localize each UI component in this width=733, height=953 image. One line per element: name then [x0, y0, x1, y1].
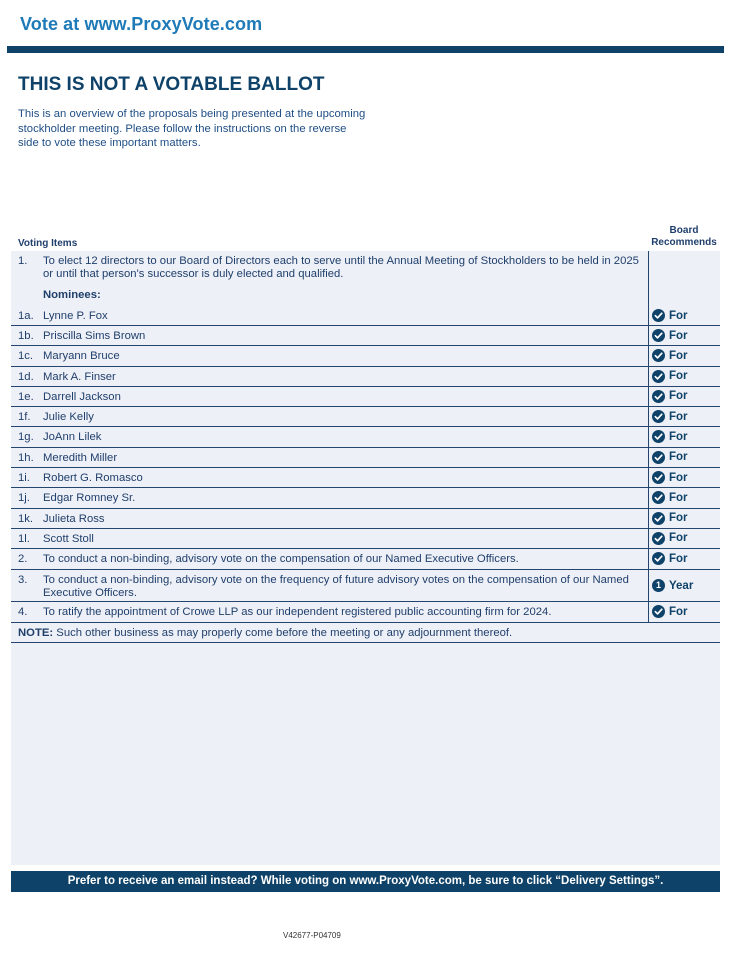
- recommendation-label: For: [669, 349, 688, 362]
- proposal-text: To ratify the appointment of Crowe LLP as our independent registered public accounting firm for 2024.: [43, 606, 552, 619]
- recommendation-cell: [648, 289, 720, 306]
- nominee-number: 1i.: [18, 472, 30, 485]
- check-circle-icon: [652, 370, 665, 383]
- proposal-number: 3.: [18, 574, 28, 587]
- proposal-1-row: [11, 251, 720, 289]
- nominee-name: Maryann Bruce: [43, 350, 120, 363]
- proposal-number: 4.: [18, 606, 28, 619]
- recommendation-label: For: [669, 410, 688, 423]
- recommendation-label: For: [669, 471, 688, 484]
- recommendation-cell: [648, 448, 720, 467]
- board-recommends-header: Board Recommends: [651, 225, 717, 248]
- proposal-text: To elect 12 directors to our Board of Directors each to serve until the Annual Meeting of Stockholders to be held in 2025 or until that person's successor is duly elected and qualified.: [43, 255, 639, 280]
- proposal-3-row: [11, 570, 720, 602]
- nominee-row: [11, 346, 720, 366]
- check-circle-icon: [652, 491, 665, 504]
- check-circle-icon: [652, 390, 665, 403]
- nominee-row: [11, 468, 720, 488]
- nominee-number: 1l.: [18, 532, 30, 545]
- recommendation-label: For: [669, 605, 688, 618]
- recommendation-label: For: [669, 370, 688, 383]
- nominee-number: 1k.: [18, 512, 34, 525]
- check-circle-icon: [652, 329, 665, 342]
- nominee-name: Julieta Ross: [43, 512, 105, 525]
- proposal-4-row: [11, 602, 720, 623]
- check-circle-icon: [652, 532, 665, 545]
- nominee-number: 1b.: [18, 330, 34, 342]
- nominee-name: Meredith Miller: [43, 451, 118, 464]
- check-circle-icon: [652, 471, 665, 484]
- number-one-circle-icon: [652, 579, 665, 592]
- nominee-row: [11, 509, 720, 529]
- nominee-row: [11, 488, 720, 508]
- check-circle-icon: [652, 451, 665, 464]
- nominee-row: [11, 306, 720, 326]
- nominee-name: Scott Stoll: [43, 532, 94, 545]
- recommendation-cell: [648, 346, 720, 365]
- icon-digit: 1: [655, 580, 661, 591]
- proposal-2-row: [11, 549, 720, 570]
- proposal-number: 2.: [18, 553, 28, 566]
- check-circle-icon: [652, 349, 665, 362]
- delivery-settings-banner: Prefer to receive an email instead? While voting on www.ProxyVote.com, be sure to click “Delivery Settings”.: [11, 871, 720, 892]
- recommendation-label: For: [669, 390, 688, 403]
- recommendation-cell: [648, 488, 720, 507]
- recommendation-cell: [648, 529, 720, 548]
- nominee-name: Robert G. Romasco: [43, 472, 143, 485]
- nominee-name: Mark A. Finser: [43, 370, 116, 383]
- recommendation-label: For: [669, 532, 688, 545]
- proposal-text: To conduct a non-binding, advisory vote on the compensation of our Named Executive Officers.: [43, 553, 519, 566]
- nominee-row: [11, 427, 720, 447]
- nominees-label: Nominees:: [43, 289, 101, 301]
- check-circle-icon: [652, 512, 665, 525]
- nominees-label-row: [11, 289, 720, 306]
- header-rule: [7, 46, 724, 53]
- recommendation-label: For: [669, 552, 688, 565]
- nominee-row: [11, 407, 720, 427]
- check-circle-icon: [652, 605, 665, 618]
- recommendation-cell: [648, 326, 720, 345]
- proposal-number: 1.: [18, 255, 28, 267]
- nominee-row: [11, 448, 720, 468]
- nominee-name: Edgar Romney Sr.: [43, 492, 136, 505]
- check-circle-icon: [652, 309, 665, 322]
- voting-items-header: Voting Items: [18, 238, 78, 249]
- nominee-number: 1e.: [18, 390, 34, 403]
- nominee-name: Priscilla Sims Brown: [43, 330, 146, 342]
- note-label: NOTE:: [18, 627, 54, 640]
- recommendation-cell: [648, 407, 720, 426]
- page-title: THIS IS NOT A VOTABLE BALLOT: [18, 74, 325, 95]
- recommendation-label: For: [669, 430, 688, 443]
- check-circle-icon: [652, 410, 665, 423]
- nominee-list: [11, 306, 720, 549]
- note-text: [18, 627, 512, 639]
- note-row: [11, 623, 720, 643]
- nominee-number: 1j.: [18, 492, 30, 505]
- recommendation-label: For: [669, 512, 688, 525]
- recommendation-cell: [648, 387, 720, 406]
- recommendation-cell: [648, 427, 720, 446]
- check-circle-icon: [652, 552, 665, 565]
- intro-text: This is an overview of the proposals being presented at the upcoming stockholder meeting. Please follow the instructions on the reverse side to vote these important matters.: [18, 108, 366, 149]
- recommendation-cell: [648, 602, 720, 622]
- nominee-name: Lynne P. Fox: [43, 310, 108, 322]
- nominee-number: 1h.: [18, 451, 34, 464]
- proposal-text: To conduct a non-binding, advisory vote on the frequency of future advisory votes on the compensation of our Named Executive Officers.: [43, 574, 629, 599]
- recommendation-label: For: [669, 491, 688, 504]
- recommendation-cell: [648, 549, 720, 569]
- nominee-number: 1g.: [18, 431, 34, 444]
- recommendation-cell: [648, 468, 720, 487]
- recommendation-label: For: [669, 309, 688, 322]
- nominee-name: Julie Kelly: [43, 411, 94, 424]
- ballot-table: [11, 251, 720, 643]
- proxyvote-link[interactable]: Vote at www.ProxyVote.com: [20, 14, 263, 34]
- nominee-name: Darrell Jackson: [43, 390, 121, 403]
- note-body: Such other business as may properly come before the meeting or any adjournment thereof.: [53, 627, 513, 640]
- nominee-row: [11, 326, 720, 346]
- nominee-name: JoAnn Lilek: [43, 431, 102, 444]
- recommendation-cell: [648, 509, 720, 528]
- nominee-number: 1c.: [18, 350, 34, 363]
- nominee-row: [11, 387, 720, 407]
- recommendation-cell: [648, 306, 720, 325]
- document-code: V42677-P04709: [283, 931, 341, 940]
- nominee-row: [11, 367, 720, 387]
- nominee-number: 1d.: [18, 370, 34, 383]
- check-circle-icon: [652, 430, 665, 443]
- recommendation-label: Year: [669, 579, 694, 592]
- nominee-number: 1a.: [18, 310, 34, 322]
- recommendation-label: For: [669, 451, 688, 464]
- recommendation-cell: [648, 367, 720, 386]
- nominee-row: [11, 529, 720, 549]
- nominee-number: 1f.: [18, 411, 31, 424]
- recommendation-cell: [648, 251, 720, 289]
- recommendation-cell: [648, 570, 720, 601]
- recommendation-label: For: [669, 329, 688, 342]
